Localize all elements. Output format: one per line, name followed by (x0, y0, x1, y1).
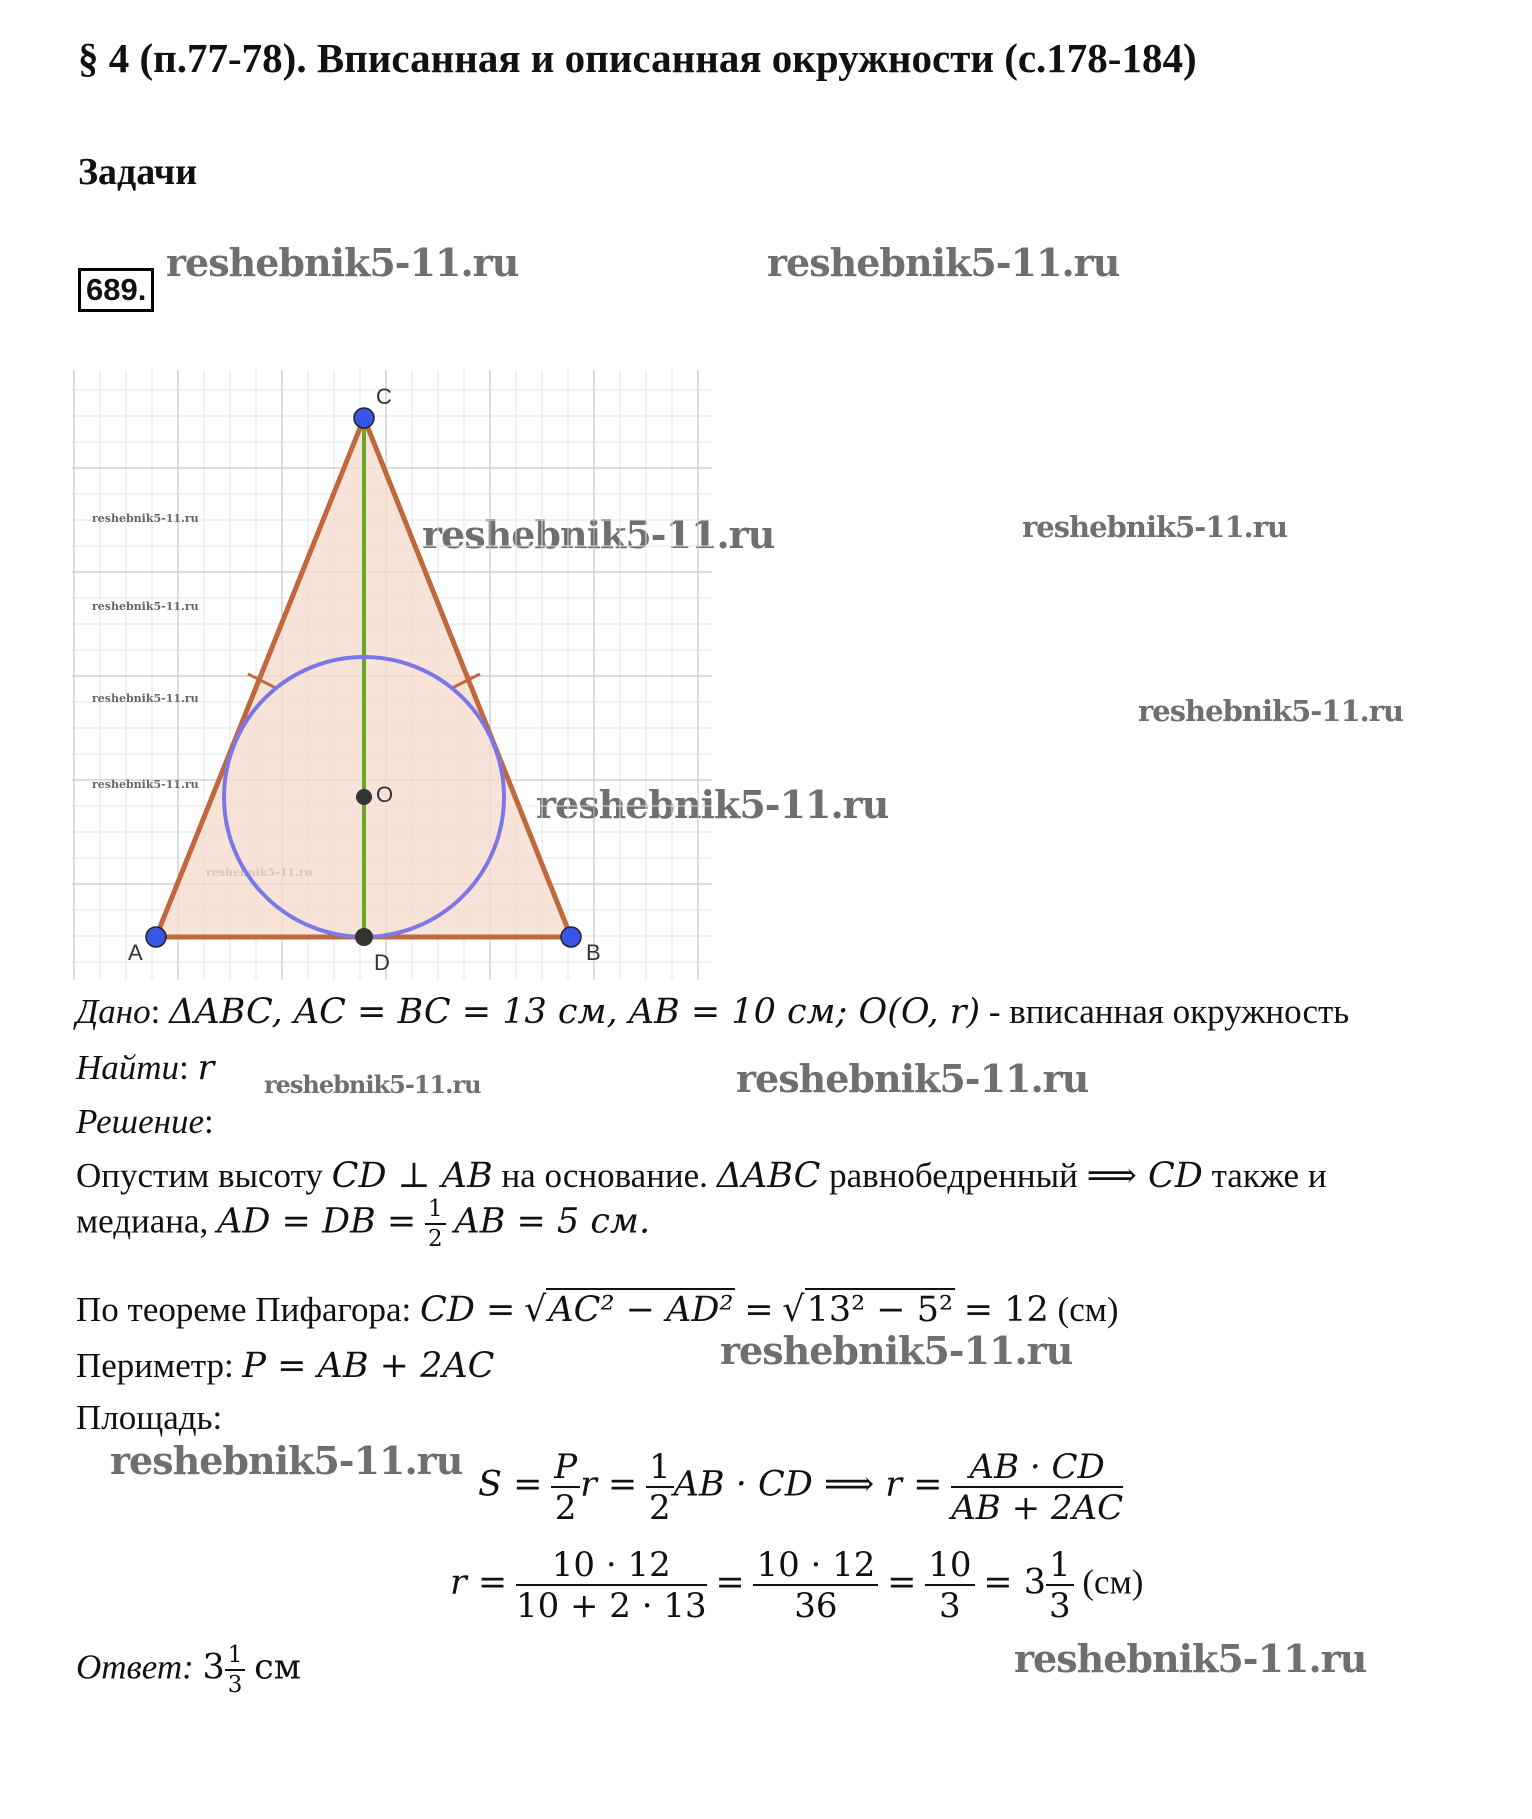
label-a: A (128, 940, 143, 965)
label-o: O (376, 782, 394, 807)
half-fraction: $\frac{1}{2}$ (425, 1198, 446, 1251)
find-line: Найти: r (76, 1048, 215, 1088)
area-line (76, 1398, 222, 1438)
pythagoras-math: = (744, 1290, 774, 1330)
step1-text: равнобедренный (829, 1156, 1078, 1195)
given-tail: - вписанная окружность (988, 992, 1350, 1031)
watermark: reshebnik5-11.ru (92, 692, 199, 705)
pythagoras-unit: (см) (1057, 1290, 1119, 1329)
answer-line (76, 1644, 301, 1697)
watermark: reshebnik5-11.ru (720, 1328, 1073, 1373)
pythagoras-label: По теореме Пифагора: (76, 1290, 412, 1329)
watermark: reshebnik5-11.ru (1022, 510, 1288, 544)
pythagoras-line: По теореме Пифагора: CD = √AC² − AD² = √13² − 5² = 12 (см) (76, 1290, 1119, 1330)
label-d: D (374, 950, 390, 975)
answer-label: Ответ: (76, 1647, 194, 1687)
area-formula: S = $\frac{P}{2}$ r = $\frac{1}{2}$ AB · CD ⟹ r = $\frac{AB \cdot CD}{AB + 2AC}$ (478, 1447, 1124, 1528)
answer-unit: см (254, 1647, 301, 1688)
step1-text: на основание. (501, 1156, 708, 1195)
problem-number-badge: 689. (78, 268, 154, 312)
watermark: reshebnik5-11.ru (166, 240, 519, 285)
step1-math: ΔABC (716, 1156, 821, 1196)
pythagoras-math: CD = (420, 1290, 516, 1330)
point-b (561, 927, 581, 947)
watermark: reshebnik5-11.ru (92, 778, 199, 791)
perimeter-label: Периметр: (76, 1346, 234, 1385)
step1-text: также и (1211, 1156, 1327, 1195)
pythagoras-result: = 12 (963, 1290, 1049, 1330)
given-math: ΔABC, AC = BC = 13 см, AB = 10 см; O(O, r) (169, 992, 981, 1032)
perimeter-math: P = AB + 2AC (242, 1346, 495, 1386)
point-a (146, 927, 166, 947)
area-label: Площадь: (76, 1398, 223, 1437)
watermark: reshebnik5-11.ru (92, 600, 199, 613)
watermark: reshebnik5-11.ru (422, 512, 775, 557)
watermark: reshebnik5-11.ru (264, 1070, 481, 1099)
find-label: Найти (76, 1048, 180, 1087)
root-expression: 13² − 5² (806, 1290, 954, 1330)
label-c: C (376, 384, 392, 409)
solution-label: Решение (76, 1102, 205, 1141)
step1-math: ⟹ CD (1086, 1156, 1203, 1196)
watermark: reshebnik5-11.ru (767, 240, 1120, 285)
given-line: Дано: ΔABC, AC = BC = 13 см, AB = 10 см; O(O, r) - вписанная окружность (76, 992, 1350, 1032)
solution-line: Решение: (76, 1102, 214, 1141)
step1-math: CD ⊥ AB (331, 1156, 493, 1196)
step2-line (76, 1198, 650, 1251)
watermark: reshebnik5-11.ru (536, 782, 889, 827)
step2-math: AD = DB = (217, 1201, 417, 1242)
step2-math: AB = 5 см. (454, 1201, 651, 1242)
radius-calculation: r = $\frac{10 \cdot 12}{10 + 2 \cdot 13}$ = $\frac{10 \cdot 12}{36}$ = $\frac{10}{3}$ = 3 $\frac{1}{3}$ (см) (450, 1545, 1144, 1626)
perimeter-line (76, 1346, 494, 1386)
geometry-figure (72, 370, 732, 980)
watermark: reshebnik5-11.ru (92, 512, 199, 525)
find-math: r (197, 1048, 215, 1088)
point-o (356, 789, 372, 805)
watermark: reshebnik5-11.ru (736, 1056, 1089, 1101)
step1-line (76, 1156, 1327, 1196)
given-label: Дано (76, 992, 151, 1031)
answer-value: 3 (202, 1647, 225, 1688)
step1-text: Опустим высоту (76, 1156, 323, 1195)
watermark: reshebnik5-11.ru (110, 1438, 463, 1483)
point-d (355, 928, 373, 946)
watermark: reshebnik5-11.ru (1138, 694, 1404, 728)
watermark: reshebnik5-11.ru (1014, 1636, 1367, 1681)
label-b: B (586, 940, 601, 965)
page-title: § 4 (п.77-78). Вписанная и описанная окружности (с.178-184) (78, 35, 1197, 81)
section-title: Задачи (78, 151, 198, 193)
point-c (354, 408, 374, 428)
answer-fraction: $\frac{1}{3}$ (225, 1644, 246, 1697)
step2-text: медиана, (76, 1201, 209, 1241)
root-expression: AC² − AD² (548, 1290, 734, 1330)
